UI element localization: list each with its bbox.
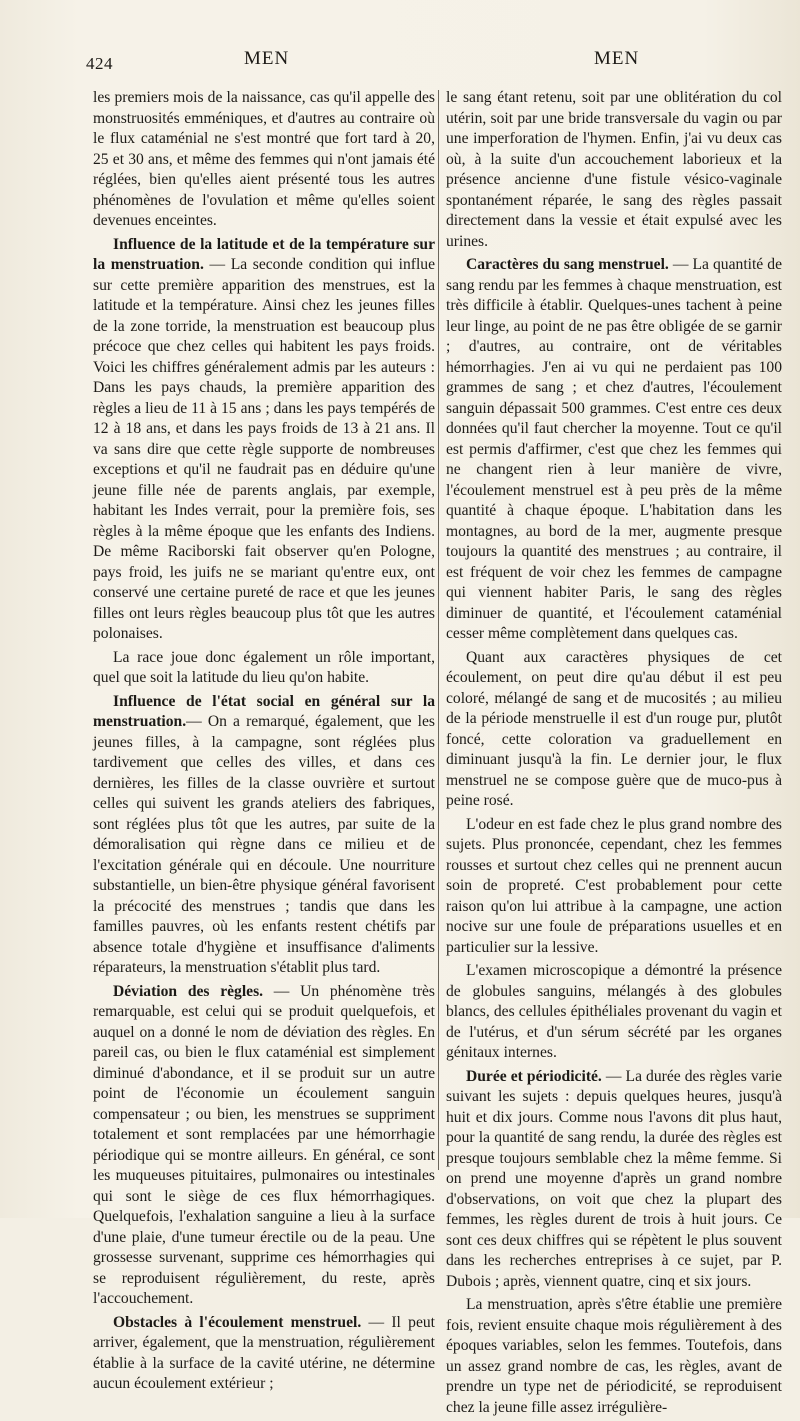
paragraph-text: — La seconde condition qui influe sur cette première apparition des menstrues, est la latitude et la température. Ainsi chez les jeunes filles de la zone torride, la menstruation est beaucoup plus précoce que chez celles qui habitent les pays froids. Voici les chiffres généralement admis par les auteurs : Dans les pays chauds, la première apparition des règles a lieu de 11 à 15 ans ; dans les pays tempérés de 12 à 18 ans, et dans les pays froids de 13 à 21 ans. Il va sans dire que cette règle supporte de nombreuses exceptions et qu'il ne faudrait pas en déduire qu'une jeune fille née de parents anglais, par exemple, habitant les Indes verrait, pour la première fois, ses règles à la même époque que les enfants des Indiens. De même Raciborski fait observer qu'en Pologne, pays froid, les juifs ne se mariant qu'entre eux, ont conservé une certaine pureté de race et que les jeunes filles ont leurs règles beaucoup plus tôt que les autres polonaises. — [93, 256, 436, 642]
paragraph-text: — Il peut arriver, également, que la menstruation, régulièrement établie à la surface de la cavité utérine, ne détermine aucun écoulement extérieur ; — [93, 1313, 435, 1392]
paragraph-text: — La durée des règles varie suivant les sujets : depuis quelques heures, jusqu'à huit et dix jours. Comme nous l'avons dit plus haut, pour la quantité de sang rendu, la durée des règles est presque toujours semblable chez la même femme. Si on prend une moyenne d'après un grand nombre d'observations, on voit que chez la plupart des femmes, les règles durent de trois à huit jours. Ce sont ces deux chiffres qui se répètent le plus souvent dans les recherches entreprises à ce sujet, par P. Dubois ; après, viennent quatre, cinq et six jours. — [446, 1067, 783, 1290]
section-heading: Influence de la latitude et de la température sur la menstruation. — [93, 235, 435, 273]
page-header — [0, 46, 800, 76]
paragraph-text: les premiers mois de la naissance, cas qu'il appelle des monstruosités emméniques, et d'autres au contraire où le flux cataménial ne s'est montré que fort tard à 20, 25 et 30 ans, et même des femmes qui n'ont jamais été réglées, bien qu'elles aient présenté tous les autres phénomènes de l'ovulation et même qu'elles soient devenues enceintes. — [93, 89, 435, 229]
left-column — [93, 88, 435, 1398]
section-heading: Caractères du sang menstruel. — [466, 256, 669, 273]
paragraph-text: L'odeur en est fade chez le plus grand nombre des sujets. Plus prononcée, cependant, chez les femmes rousses et surtout chez celles qui ne prennent aucun soin de propreté. C'est probablement pour cette raison qu'on lui attribue à la campagne, une action nocive sur une foule de préparations usuelles et en particulier sur la lessive. — [446, 815, 782, 956]
paragraph-text: — Un phénomène très remarquable, est celui qui se produit quelquefois, et auquel on a donné le nom de déviation des règles. En pareil cas, ou bien le flux cataménial est simplement diminué d'abondance, et il se produit sur un autre point de l'économie un écoulement sanguin compensateur ; ou bien, les menstrues se suppriment totalement et sont remplacées par une hémorrhagie périodique qui se montre ailleurs. En général, ce sont les muqueuses pituitaires, pulmonaires ou intestinales qui sont le siège de ces flux hémorrhagiques. Quelquefois, l'exhalation sanguine a lieu à la surface d'une plaie, d'une tumeur érectile ou de la peau. Une grossesse survenant, supprime ces hémorrhagies qui se reproduisent régulièrement, du reste, après l'accouchement. — [93, 982, 435, 1307]
paragraph — [446, 1067, 782, 1293]
paragraph — [93, 88, 435, 232]
section-heading: Durée et périodicité. — [466, 1067, 602, 1085]
page-number: 424 — [86, 54, 113, 73]
section-heading: Déviation des règles. — [113, 982, 264, 1000]
paragraph-text: Quant aux caractères physiques de cet écoulement, on peut dire qu'au début il est peu coloré, mélangé de sang et de mucosités ; au milieu de la période menstruelle il est d'un rouge pur, plutôt foncé, cette coloration va graduellement en diminuant jusqu'à la fin. Le dernier jour, le flux menstruel ne se compose guère que de muco-pus à peine rosé. — [446, 648, 782, 809]
paragraph-text: — La quantité de sang rendu par les femmes à chaque menstruation, est très difficile à établir. Quelques-unes tachent à peine leur linge, au point de ne pas être obligée de se garnir ; d'autres, au contraire, ont de véritables hémorrhagies. J'en ai vu qui ne perdaient pas 100 grammes de sang ; et chez d'autres, l'écoulement sanguin dépassait 500 grammes. C'est entre ces deux données qu'il faut chercher la moyenne. Tout ce qu'il est permis d'affirmer, c'est que chez les femmes qui ne changent rien à leur manière de vivre, l'écoulement menstruel est à peu près de la même quantité à chaque époque. L'habitation dans les montagnes, au bord de la mer, augmente presque toujours la quantité des menstrues ; au contraire, il est fréquent de voir chez les femmes de campagne qui viennent habiter Paris, le sang des règles diminuer de quantité, et l'écoulement cataménial cesser même complètement dans quelques cas. — [446, 256, 782, 642]
paragraph — [93, 648, 435, 689]
section-heading: Obstacles à l'écoulement menstruel. — [113, 1313, 362, 1331]
paragraph — [446, 815, 782, 959]
running-head-right: MEN — [594, 48, 640, 69]
paragraph — [446, 648, 782, 812]
paragraph — [446, 1295, 782, 1418]
paragraph — [93, 692, 435, 979]
column-divider — [438, 90, 439, 1170]
paragraph — [446, 255, 782, 645]
paragraph-text: L'examen microscopique a démontré la présence de globules sanguins, mélangés à des globules blancs, des cellules épithéliales provenant du vagin et de l'utérus, et d'un sérum sécrété par les organes génitaux internes. — [446, 962, 782, 1061]
paragraph — [446, 961, 782, 1064]
paragraph-text: La menstruation, après s'être établie une première fois, revient ensuite chaque mois régulièrement à des époques variables, selon les femmes. Toutefois, dans un assez grand nombre de cas, les règles, avant de prendre un type net de périodicité, se reproduisent chez la jeune fille assez irrégulière- — [446, 1296, 782, 1416]
paragraph — [446, 88, 782, 252]
paragraph-text: La race joue donc également un rôle important, quel que soit la latitude du lieu qu'on habite. — [93, 648, 435, 686]
running-head-left: MEN — [244, 48, 290, 69]
paragraph-text: le sang étant retenu, soit par une oblitération du col utérin, soit par une bride transversale du vagin ou par une imperforation de l'hymen. Enfin, j'ai vu deux cas où, à la suite d'un accouchement laborieux et la présence ancienne d'une fistule vésico-vaginale spontanément réparée, le sang des règles passait directement dans la vessie et était expulsé avec les urines. — [446, 89, 782, 250]
paragraph — [93, 1313, 435, 1395]
paragraph — [93, 982, 435, 1310]
section-heading: Influence de l'état social en général sur la menstruation. — [93, 692, 435, 730]
paragraph-text: — On a remarqué, également, que les jeunes filles, à la campagne, sont réglées plus tardivement que celles des villes, et dans ces dernières, les filles de la classe ouvrière et surtout celles qui suivent les grands ateliers des fabriques, sont réglées plus tôt que les autres, par suite de la démoralisation qui règne dans ce milieu et de l'excitation générale qui en découle. Une nourriture substantielle, un bien-être physique général favorisent la précocité des menstrues ; tandis que dans les familles pauvres, où les enfants restent chétifs par absence totale d'hygiène et insuffisance d'aliments réparateurs, la menstruation s'établit plus tard. — [93, 713, 435, 976]
paragraph — [93, 235, 435, 645]
right-column — [446, 88, 782, 1421]
